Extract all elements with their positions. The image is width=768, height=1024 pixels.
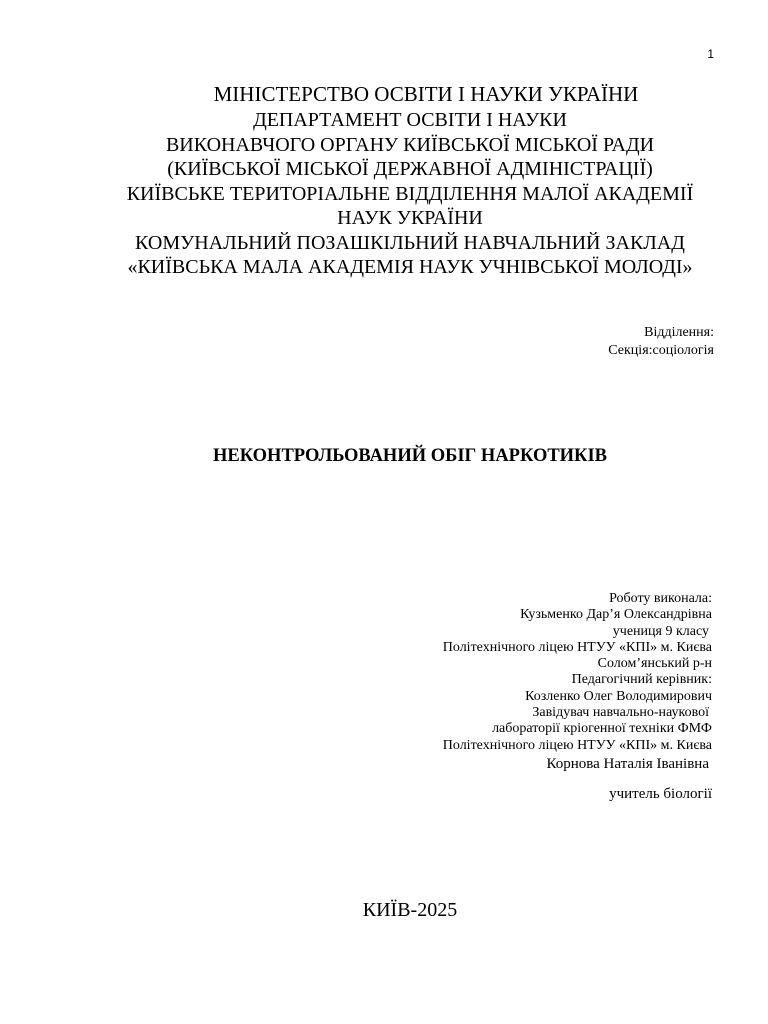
supervisor2-position: учитель біології [609, 785, 712, 802]
header-line-city-administration: (КИЇВСЬКОЇ МІСЬКОЇ ДЕРЖАВНОЇ АДМІНІСТРАЦІЇ) [167, 158, 653, 180]
header-line-department: ДЕПАРТАМЕНТ ОСВІТИ І НАУКИ [253, 109, 567, 131]
supervisor1-position-line1: Завідувач навчально-наукової [532, 705, 709, 721]
header-line-institution-type: КОМУНАЛЬНИЙ ПОЗАШКІЛЬНИЙ НАВЧАЛЬНИЙ ЗАКЛАД [135, 231, 685, 254]
institution-header [100, 80, 720, 280]
student-name: Кузьменко Дар’я Олександрівна [520, 607, 712, 623]
header-line-academy: НАУК УКРАЇНИ [337, 207, 483, 229]
section-label: Секція:соціологія [608, 343, 714, 358]
header-line-institution-name: «КИЇВСЬКА МАЛА АКАДЕМІЯ НАУК УЧНІВСЬКОЇ МОЛОДІ» [127, 256, 693, 278]
supervisor1-position-line2: лабораторії кріогенної техніки ФМФ [492, 721, 712, 737]
supervisor1-school: Політехнічного ліцею НТУУ «КПІ» м. Києва [442, 737, 712, 753]
header-line-ministry: МІНІСТЕРСТВО ОСВІТИ І НАУКИ УКРАЇНИ [213, 82, 639, 106]
document-title: НЕКОНТРОЛЬОВАНИЙ ОБІГ НАРКОТИКІВ [212, 446, 608, 466]
student-school: Політехнічного ліцею НТУУ «КПІ» м. Києва [442, 639, 712, 655]
header-line-territorial-branch: КИЇВСЬКЕ ТЕРИТОРІАЛЬНЕ ВІДДІЛЕННЯ МАЛОЇ АКАДЕМІЇ [126, 182, 694, 205]
performed-by-label: Роботу виконала: [609, 591, 712, 606]
header-line-executive-body: ВИКОНАВЧОГО ОРГАНУ КИЇВСЬКОЇ МІСЬКОЇ РАДИ [165, 133, 655, 156]
supervisor1-name: Козленко Олег Володимирович [525, 688, 712, 704]
author-info [443, 591, 712, 803]
division-label: Відділення: [644, 325, 714, 340]
supervisor-label: Педагогічний керівник: [571, 672, 712, 688]
page-number: 1 [707, 47, 714, 61]
department-info [608, 324, 714, 360]
city-year: КИЇВ-2025 [362, 899, 458, 921]
student-district: Солом’янський р-н [597, 656, 712, 672]
student-grade: учениця 9 класу [612, 623, 709, 639]
supervisor2-name: Корнова Наталія Іванівна [546, 755, 709, 772]
